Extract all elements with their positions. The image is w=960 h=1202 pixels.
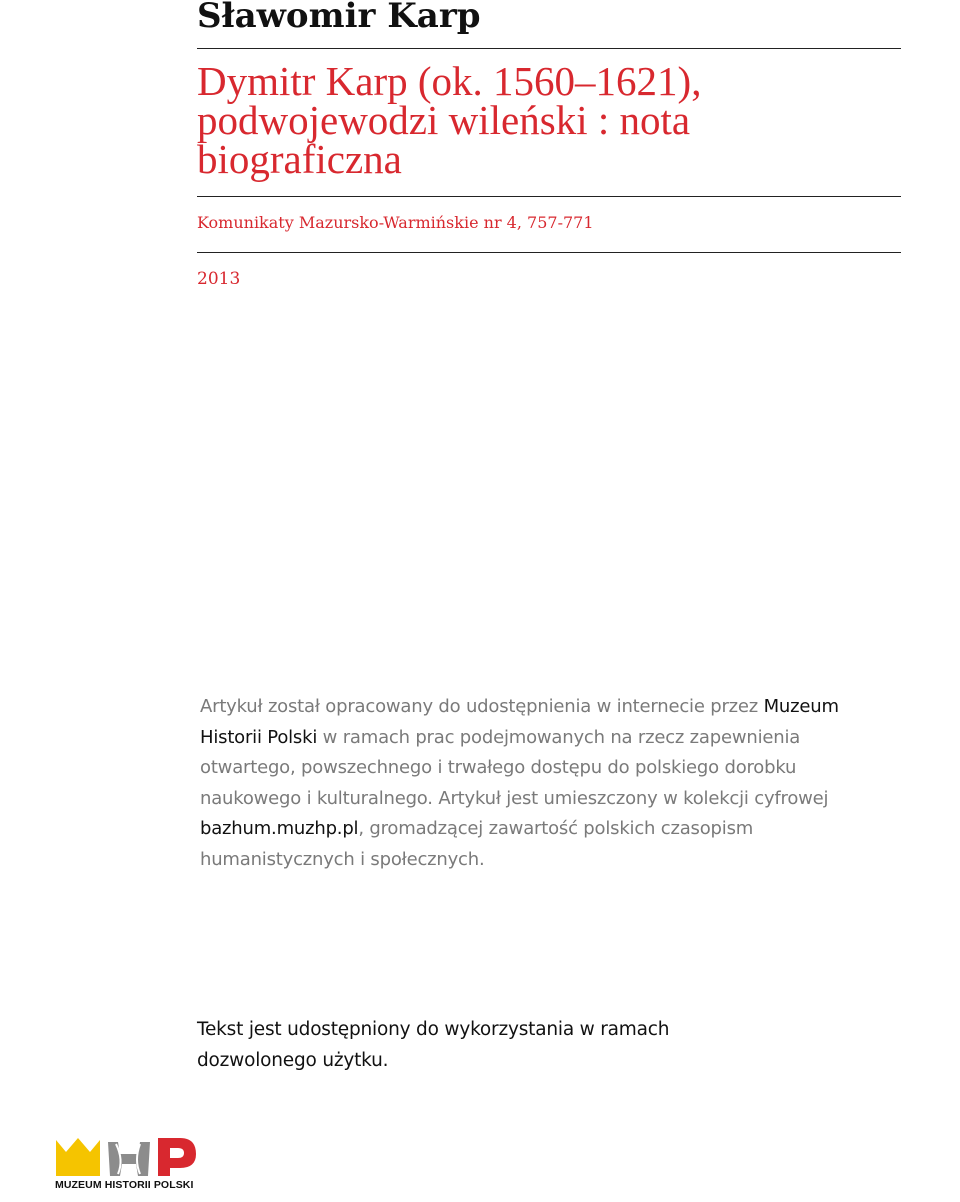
collection-link[interactable]: bazhum.muzhp.pl: [200, 818, 359, 839]
divider-bottom: [197, 252, 901, 253]
article-title: Dymitr Karp (ok. 1560–1621), podwojewodzi wileński : nota biograficzna: [197, 58, 702, 182]
author-name: Sławomir Karp: [197, 0, 481, 36]
logo-red-p: [158, 1138, 196, 1176]
notice-text-1: Artykuł został opracowany do udostępnienia w internecie przez: [200, 696, 764, 717]
license-notice: Tekst jest udostępniony do wykorzystania w ramach dozwolonego użytku.: [197, 1019, 670, 1071]
publication-year: 2013: [197, 269, 241, 289]
logo-gray-h: [108, 1142, 150, 1176]
notice-text-2: w ramach prac podejmowanych na rzecz zapewnienia otwartego, powszechnego i trwałego dostępu do polskiego dorobku naukowego i kulturalnego. Artykuł jest umieszczony w kolekcji cyfrowej: [200, 726, 829, 809]
notice-text-3: , gromadzącej zawartość polskich czasopism humanistycznych i społecznych.: [200, 818, 754, 870]
journal-citation: Komunikaty Mazursko-Warmińskie nr 4, 757-771: [197, 213, 594, 232]
logo-caption: MUZEUM HISTORII POLSKI: [55, 1179, 194, 1191]
institution-name: Muzeum Historii Polski: [200, 696, 839, 748]
divider-top: [197, 48, 901, 49]
logo-yellow-crown: [56, 1138, 100, 1176]
divider-middle: [197, 196, 901, 197]
digitization-notice: [200, 692, 880, 875]
